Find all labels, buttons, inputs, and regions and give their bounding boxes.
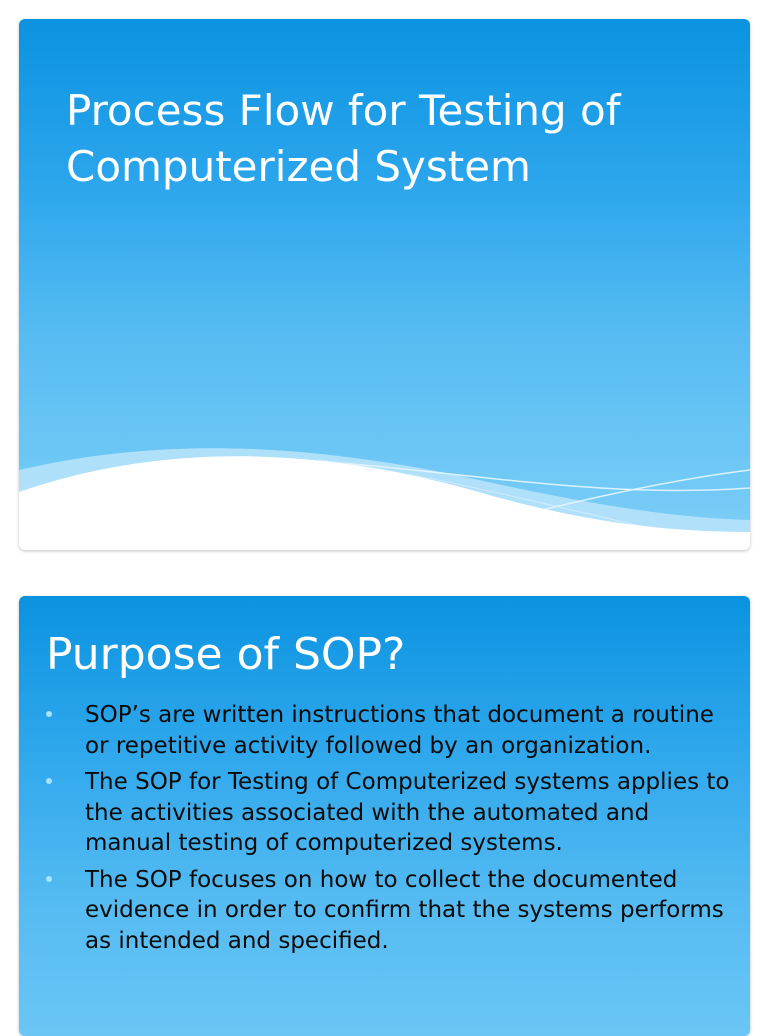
- bullet-text: SOP’s are written instructions that document a routine or repetitive activity followed by an organization.: [85, 702, 714, 759]
- wave-decoration: [19, 440, 750, 550]
- bullet-item: [19, 865, 750, 957]
- title-slide: [19, 19, 750, 550]
- bullet-list: [19, 700, 750, 962]
- bullet-item: [19, 767, 750, 859]
- bullet-dot-icon: [46, 711, 52, 717]
- bullet-dot-icon: [46, 778, 52, 784]
- bullet-text: The SOP for Testing of Computerized systems applies to the activities associated with the automated and manual testing of computerized systems.: [85, 769, 730, 856]
- content-slide: [19, 596, 750, 1036]
- slide-title: Process Flow for Testing of Computerized System: [66, 86, 621, 191]
- bullet-text: The SOP focuses on how to collect the documented evidence in order to confirm that the systems performs as intended and specified.: [85, 866, 724, 954]
- slide-heading: Purpose of SOP?: [46, 629, 406, 680]
- bullet-dot-icon: [46, 876, 52, 882]
- bullet-item: [19, 700, 750, 761]
